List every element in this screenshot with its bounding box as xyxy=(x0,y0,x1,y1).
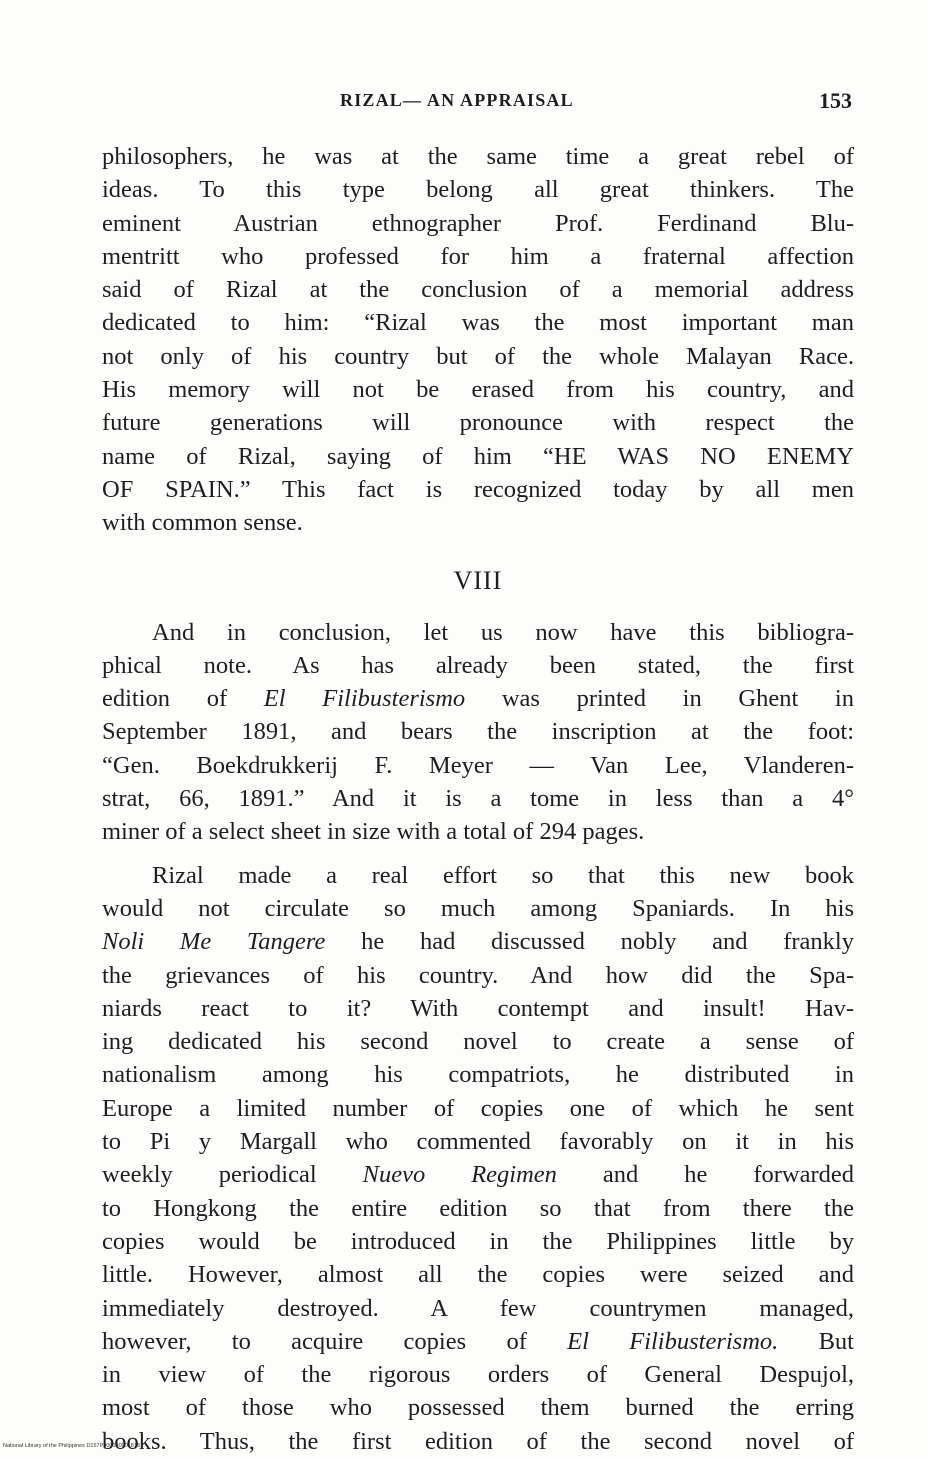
text-line: His memory will not be erased from his country, and xyxy=(102,376,854,404)
text-line: “Gen. Boekdrukkerij F. Meyer — Van Lee, Vlanderen- xyxy=(102,751,854,779)
text-line: with common sense. xyxy=(102,509,303,537)
text-fragment: edition of xyxy=(102,685,264,713)
periodical-title: Nuevo Regimen xyxy=(362,1161,557,1189)
text-line: little. However, almost all the copies were seized and xyxy=(102,1261,854,1289)
text-line: said of Rizal at the conclusion of a memorial address xyxy=(102,276,854,304)
text-line: immediately destroyed. A few countrymen managed, xyxy=(102,1294,854,1322)
text-line: would not circulate so much among Spaniards. In his xyxy=(102,894,854,922)
text-fragment: weekly periodical xyxy=(102,1161,363,1189)
paragraph-2 xyxy=(102,616,854,849)
text-line: in view of the rigorous orders of General Despujol, xyxy=(102,1361,854,1389)
text-line: September 1891, and bears the inscription at the foot: xyxy=(102,718,854,746)
text-line: niards react to it? With contempt and insult! Hav- xyxy=(102,994,854,1022)
text-line: name of Rizal, saying of him “HE WAS NO ENEMY xyxy=(102,442,854,470)
text-line: phical note. As has already been stated, the first xyxy=(102,651,854,679)
text-line: copies would be introduced in the Philippines little by xyxy=(102,1227,854,1255)
text-line: strat, 66, 1891.” And it is a tome in less than a 4° xyxy=(102,785,854,813)
text-line xyxy=(102,682,854,715)
text-line: And in conclusion, let us now have this bibliogra- xyxy=(152,618,854,646)
scan-watermark: National Library of the Philippines D157P0001800018181 xyxy=(3,1443,144,1449)
text-line: dedicated to him: “Rizal was the most important man xyxy=(102,309,854,337)
text-fragment: however, to acquire copies of xyxy=(102,1327,568,1355)
page-number: 153 xyxy=(819,88,852,113)
page-header xyxy=(100,86,852,116)
text-line: Europe a limited number of copies one of which he sent xyxy=(102,1094,854,1122)
text-line: nationalism among his compatriots, he distributed in xyxy=(102,1061,854,1089)
text-line: eminent Austrian ethnographer Prof. Ferdinand Blu- xyxy=(102,209,854,237)
book-title: El Filibusterismo. xyxy=(567,1327,779,1355)
section-heading: VIII xyxy=(453,565,503,595)
text-line: ideas. To this type belong all great thinkers. The xyxy=(102,176,854,204)
text-line: ing dedicated his second novel to create a sense of xyxy=(102,1028,854,1056)
text-fragment: and he forwarded xyxy=(556,1161,854,1189)
text-line: books. Thus, the first edition of the second novel of xyxy=(102,1427,854,1455)
book-title: Noli Me Tangere xyxy=(102,928,326,956)
text-fragment: But xyxy=(778,1327,854,1355)
text-line: future generations will pronounce with respect the xyxy=(102,409,854,437)
text-line: not only of his country but of the whole Malayan Race. xyxy=(102,342,854,370)
text-line: the grievances of his country. And how did the Spa- xyxy=(102,961,854,989)
text-fragment: he had discussed nobly and frankly xyxy=(325,928,854,956)
book-title: El Filibusterismo xyxy=(263,685,466,713)
paragraph-3 xyxy=(102,859,854,1458)
text-line: to Pi y Margall who commented favorably on it in his xyxy=(102,1128,854,1156)
text-line: mentritt who professed for him a fraternal affection xyxy=(102,242,854,270)
paragraph-1 xyxy=(102,140,854,540)
text-line xyxy=(102,925,854,958)
text-line xyxy=(102,1325,854,1358)
text-line: Rizal made a real effort so that this new book xyxy=(152,861,854,889)
text-line: OF SPAIN.” This fact is recognized today by all men xyxy=(102,475,854,503)
text-line: most of those who possessed them burned the erring xyxy=(102,1394,854,1422)
text-fragment: was printed in Ghent in xyxy=(465,685,854,713)
text-line: philosophers, he was at the same time a great rebel of xyxy=(102,143,854,170)
running-head: RIZAL— AN APPRAISAL xyxy=(340,90,574,110)
page-body xyxy=(102,140,854,1458)
text-line: to Hongkong the entire edition so that from there the xyxy=(102,1194,854,1222)
text-line: miner of a select sheet in size with a total of 294 pages. xyxy=(102,818,645,846)
text-line xyxy=(102,1158,854,1191)
